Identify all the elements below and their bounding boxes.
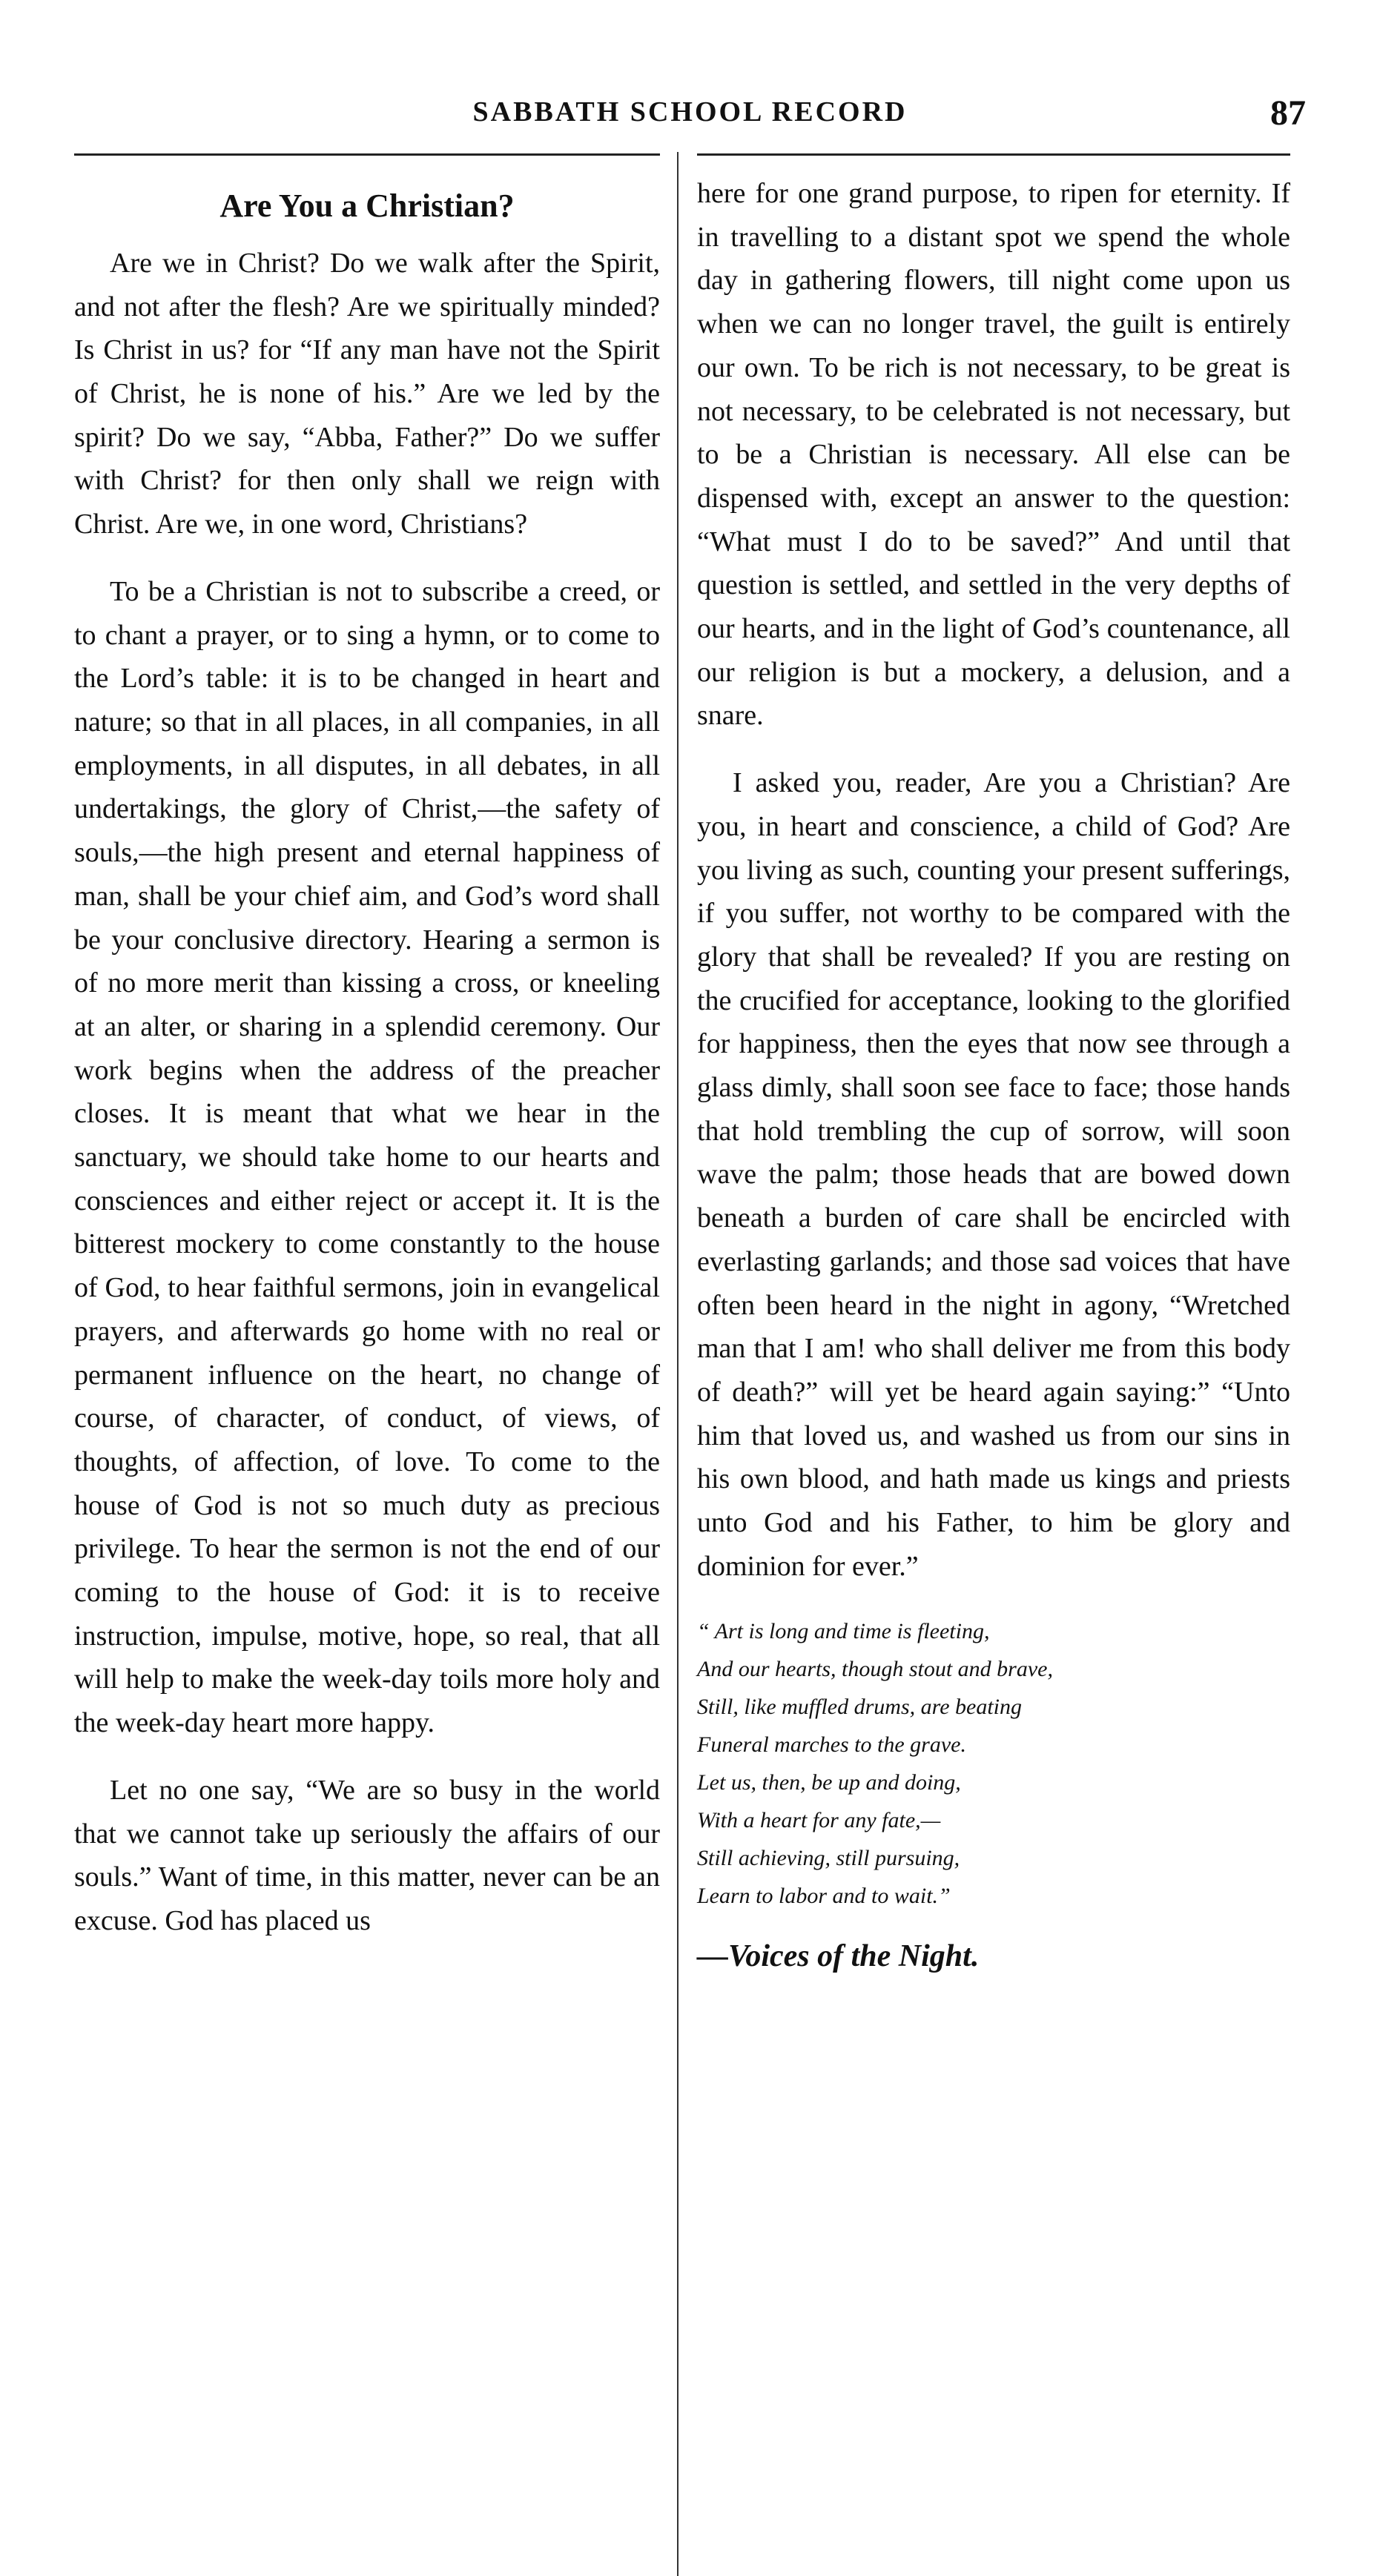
header-rule-left — [74, 153, 660, 156]
poem-line: Still achieving, still pursuing, — [697, 1845, 960, 1870]
running-head — [0, 93, 1380, 137]
paragraph: Are we in Christ? Do we walk after the Spirit, and not after the flesh? Are we spiritually minded? Is Christ in us? for “If any man have not the Spirit of Christ, he is none of his.” Are we led by the spirit? Do we say, “Abba, Father?” Do we suffer with Christ? for then only shall we reign with Christ. Are we, in one word, Christians? — [74, 247, 660, 540]
poem — [697, 1612, 1290, 1915]
article-title: Are You a Christian? — [219, 188, 515, 224]
header-rule-right — [697, 153, 1290, 156]
poem-line: Funeral marches to the grave. — [697, 1732, 966, 1757]
poem-line: Let us, then, be up and doing, — [697, 1769, 961, 1795]
paragraph-continued: here for one grand purpose, to ripen for eternity. If in travelling to a distant spot we spend the whole day in gathering flowers, till night come upon us when we can no longer travel, the guilt is entirely our own. To be rich is not necessary, to be great is not necessary, to be celebrated is not necessary, but to be a Christian is necessary. All else can be dispensed with, except an answer to the question: “What must I do to be saved?” And until that question is settled, and settled in the very depths of our hearts, and in the light of God’s countenance, all our religion is but a mockery, a delusion, and a snare. — [697, 178, 1290, 732]
running-title: SABBATH SCHOOL RECORD — [472, 96, 908, 128]
left-column — [74, 172, 660, 1967]
right-column — [697, 172, 1290, 1980]
poem-line: Learn to labor and to wait.” — [697, 1883, 951, 1908]
poem-line: “ Art is long and time is fleeting, — [697, 1618, 990, 1643]
paragraph: Let no one say, “We are so busy in the world that we cannot take up seriously the affairs of our souls.” Want of time, in this matter, never can be an excuse. God has placed us — [74, 1774, 660, 1936]
poem-attribution: —Voices of the Night. — [697, 1938, 980, 1973]
poem-line: And our hearts, though stout and brave, — [697, 1656, 1053, 1681]
column-divider — [677, 152, 679, 2576]
poem-line: With a heart for any fate,— — [697, 1807, 941, 1832]
paragraph: I asked you, reader, Are you a Christian? Are you, in heart and conscience, a child of God? Are you living as such, counting your present sufferings, if you suffer, not worthy to be compared with the glory that shall be revealed? If you are resting on the crucified for acceptance, looking to the glorified for happiness, then the eyes that now see through a glass dimly, shall soon see face to face; those hands that hold trembling the cup of sorrow, will soon wave the palm; those heads that are bowed down beneath a burden of care shall be encircled with everlasting garlands; and those sad voices that have often been heard in the night in agony, “Wretched man that I am! who shall deliver me from this body of death?” will yet be heard again saying:” “Unto him that loved us, and washed us from our sins in his own blood, and hath made us kings and priests unto God and his Father, to him be glory and dominion for ever.” — [697, 767, 1290, 1582]
paragraph: To be a Christian is not to subscribe a creed, or to chant a prayer, or to sing a hymn, or to come to the Lord’s table: it is to be changed in heart and nature; so that in all places, in all companies, in all employments, in all disputes, in all debates, in all undertakings, the glory of Christ,—the safety of souls,—the high present and eternal happiness of man, shall be your chief aim, and God’s word shall be your conclusive directory. Hearing a sermon is of no more merit than kissing a cross, or kneeling at an alter, or sharing in a splendid ceremony. Our work begins when the address of the preacher closes. It is meant that what we hear in the sanctuary, we should take home to our hearts and consciences and either reject or accept it. It is the bitterest mockery to come constantly to the house of God, to hear faithful sermons, join in evangelical prayers, and afterwards go home with no real or permanent influence on the heart, no change of course, of character, of conduct, of views, of thoughts, of affection, of love. To come to the house of God is not so much duty as precious privilege. To hear the sermon is not the end of our coming to the house of God: it is to receive instruction, impulse, motive, hope, so real, that all will help to make the week-day toils more holy and the week-day heart more happy. — [74, 575, 660, 1739]
page-number: 87 — [1270, 93, 1306, 133]
poem-line: Still, like muffled drums, are beating — [697, 1694, 1023, 1719]
